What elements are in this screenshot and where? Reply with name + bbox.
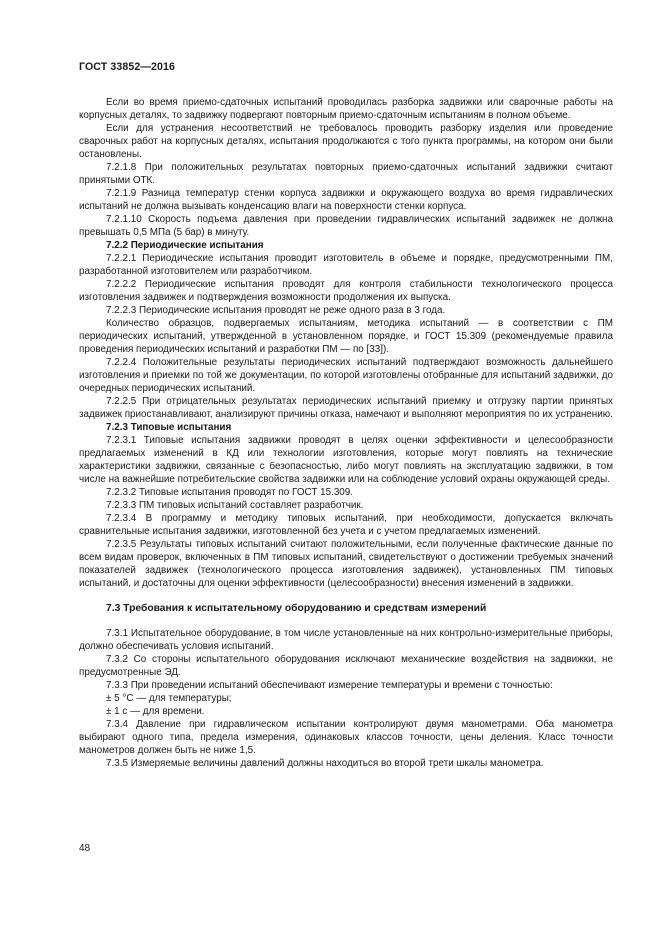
paragraph: 7.2.3.1 Типовые испытания задвижки проводят в целях оценки эффективности и целесообразности предлагаемых изменений в КД или технологии изготовления, которые могут повлиять на технические характеристики задвижки, связанные с безопасностью, либо могут повлиять на эксплуатацию задвижки, в том числе на важнейшие потребительские свойства задвижки или на соблюдение условий охраны окружающей среды. [79,435,613,485]
list-item: ± 1 с — для времени. [106,706,205,717]
paragraph: 7.2.2.2 Периодические испытания проводят для контроля стабильности технологического процесса изготовления задвижек и подтверждения возможности продолжения их выпуска. [79,279,613,303]
paragraph: 7.2.3.3 ПМ типовых испытаний составляет разработчик. [106,500,364,511]
paragraph: 7.2.3.2 Типовые испытания проводят по ГОСТ 15.309. [106,487,354,498]
paragraph: 7.2.2.1 Периодические испытания проводит изготовитель в объеме и порядке, предусмотренными ПМ, разработанной изготовителем или разработчиком. [79,253,613,277]
paragraph: 7.2.3.4 В программу и методику типовых испытаний, при необходимости, допускается включать сравнительные испытания задвижки, изготовленной без учета и с учетом предлагаемых изменений. [79,513,613,537]
paragraph: 7.3.5 Измеряемые величины давлений должны находиться во второй трети шкалы манометра. [106,758,544,769]
paragraph: Количество образцов, подвергаемых испытаниям, методика испытаний — в соответствии с ПМ периодических испытаний, утвержденной в установленном порядке, и ГОСТ 15.309 (рекомендуемые правила проведения периодических испытаний и разработки ПМ — по [33]). [79,318,613,355]
list-item: ± 5 °С — для температуры; [106,693,232,704]
section-heading: 7.3 Требования к испытательному оборудованию и средствам измерений [106,603,487,614]
subsection-heading: 7.2.2 Периодические испытания [106,240,264,251]
paragraph: 7.3.3 При проведении испытаний обеспечивают измерение температуры и времени с точностью: [106,680,553,691]
paragraph: 7.2.2.3 Периодические испытания проводят не реже одного раза в 3 года. [106,305,446,316]
paragraph: 7.2.1.9 Разница температур стенки корпуса задвижки и окружающего воздуха во время гидравлических испытаний не должна вызывать конденсацию влаги на поверхности стенки корпуса. [79,188,613,212]
paragraph: 7.2.1.8 При положительных результатах повторных приемо-сдаточных испытаний задвижки считают принятыми ОТК. [79,162,613,186]
page-body [79,96,613,770]
paragraph: Если для устранения несоответствий не требовалось проводить разборку изделия или проведение сварочных работ на корпусных деталях, испытания продолжаются с того пункта программы, на котором они были остановлены. [79,123,613,160]
paragraph: 7.3.4 Давление при гидравлическом испытании контролируют двумя манометрами. Оба манометра выбирают одного типа, предела измерения, одинаковых классов точности, цены деления. Класс точности манометров должен быть не ниже 1,5. [79,719,613,756]
paragraph: 7.3.1 Испытательное оборудование, в том числе установленные на них контрольно-измерительные приборы, должно обеспечивать условия испытаний. [79,628,613,652]
standard-header: ГОСТ 33852—2016 [79,61,176,73]
paragraph: 7.2.2.4 Положительные результаты периодических испытаний подтверждают возможность дальнейшего изготовления и приемки по той же документации, по которой изготовлены отобранные для испытаний задвижки, до очередных периодических испытаний. [79,357,613,394]
paragraph: Если во время приемо-сдаточных испытаний проводилась разборка задвижки или сварочные работы на корпусных деталях, то задвижку подвергают повторным приемо-сдаточным испытаниям в полном объеме. [79,97,613,121]
paragraph: 7.2.1.10 Скорость подъема давления при проведении гидравлических испытаний задвижек не должна превышать 0,5 МПа (5 бар) в минуту. [79,214,613,238]
paragraph: 7.2.2.5 При отрицательных результатах периодических испытаний приемку и отгрузку партии принятых задвижек приостанавливают, анализируют причины отказа, намечают и выполняют мероприятия по их устранению. [79,396,613,420]
paragraph: 7.3.2 Со стороны испытательного оборудования исключают механические воздействия на задвижки, не предусмотренные ЭД. [79,654,613,678]
paragraph: 7.2.3.5 Результаты типовых испытаний считают положительными, если полученные фактические данные по всем видам проверок, включенных в ПМ типовых испытаний, свидетельствуют о достижении требуемых значений показателей задвижек (технологического процесса изготовления задвижек), установленных ПМ типовых испытаний, и достаточны для оценки эффективности (целесообразности) внесения изменений в задвижки. [79,539,613,589]
page-number: 48 [79,843,91,854]
subsection-heading: 7.2.3 Типовые испытания [106,422,232,433]
